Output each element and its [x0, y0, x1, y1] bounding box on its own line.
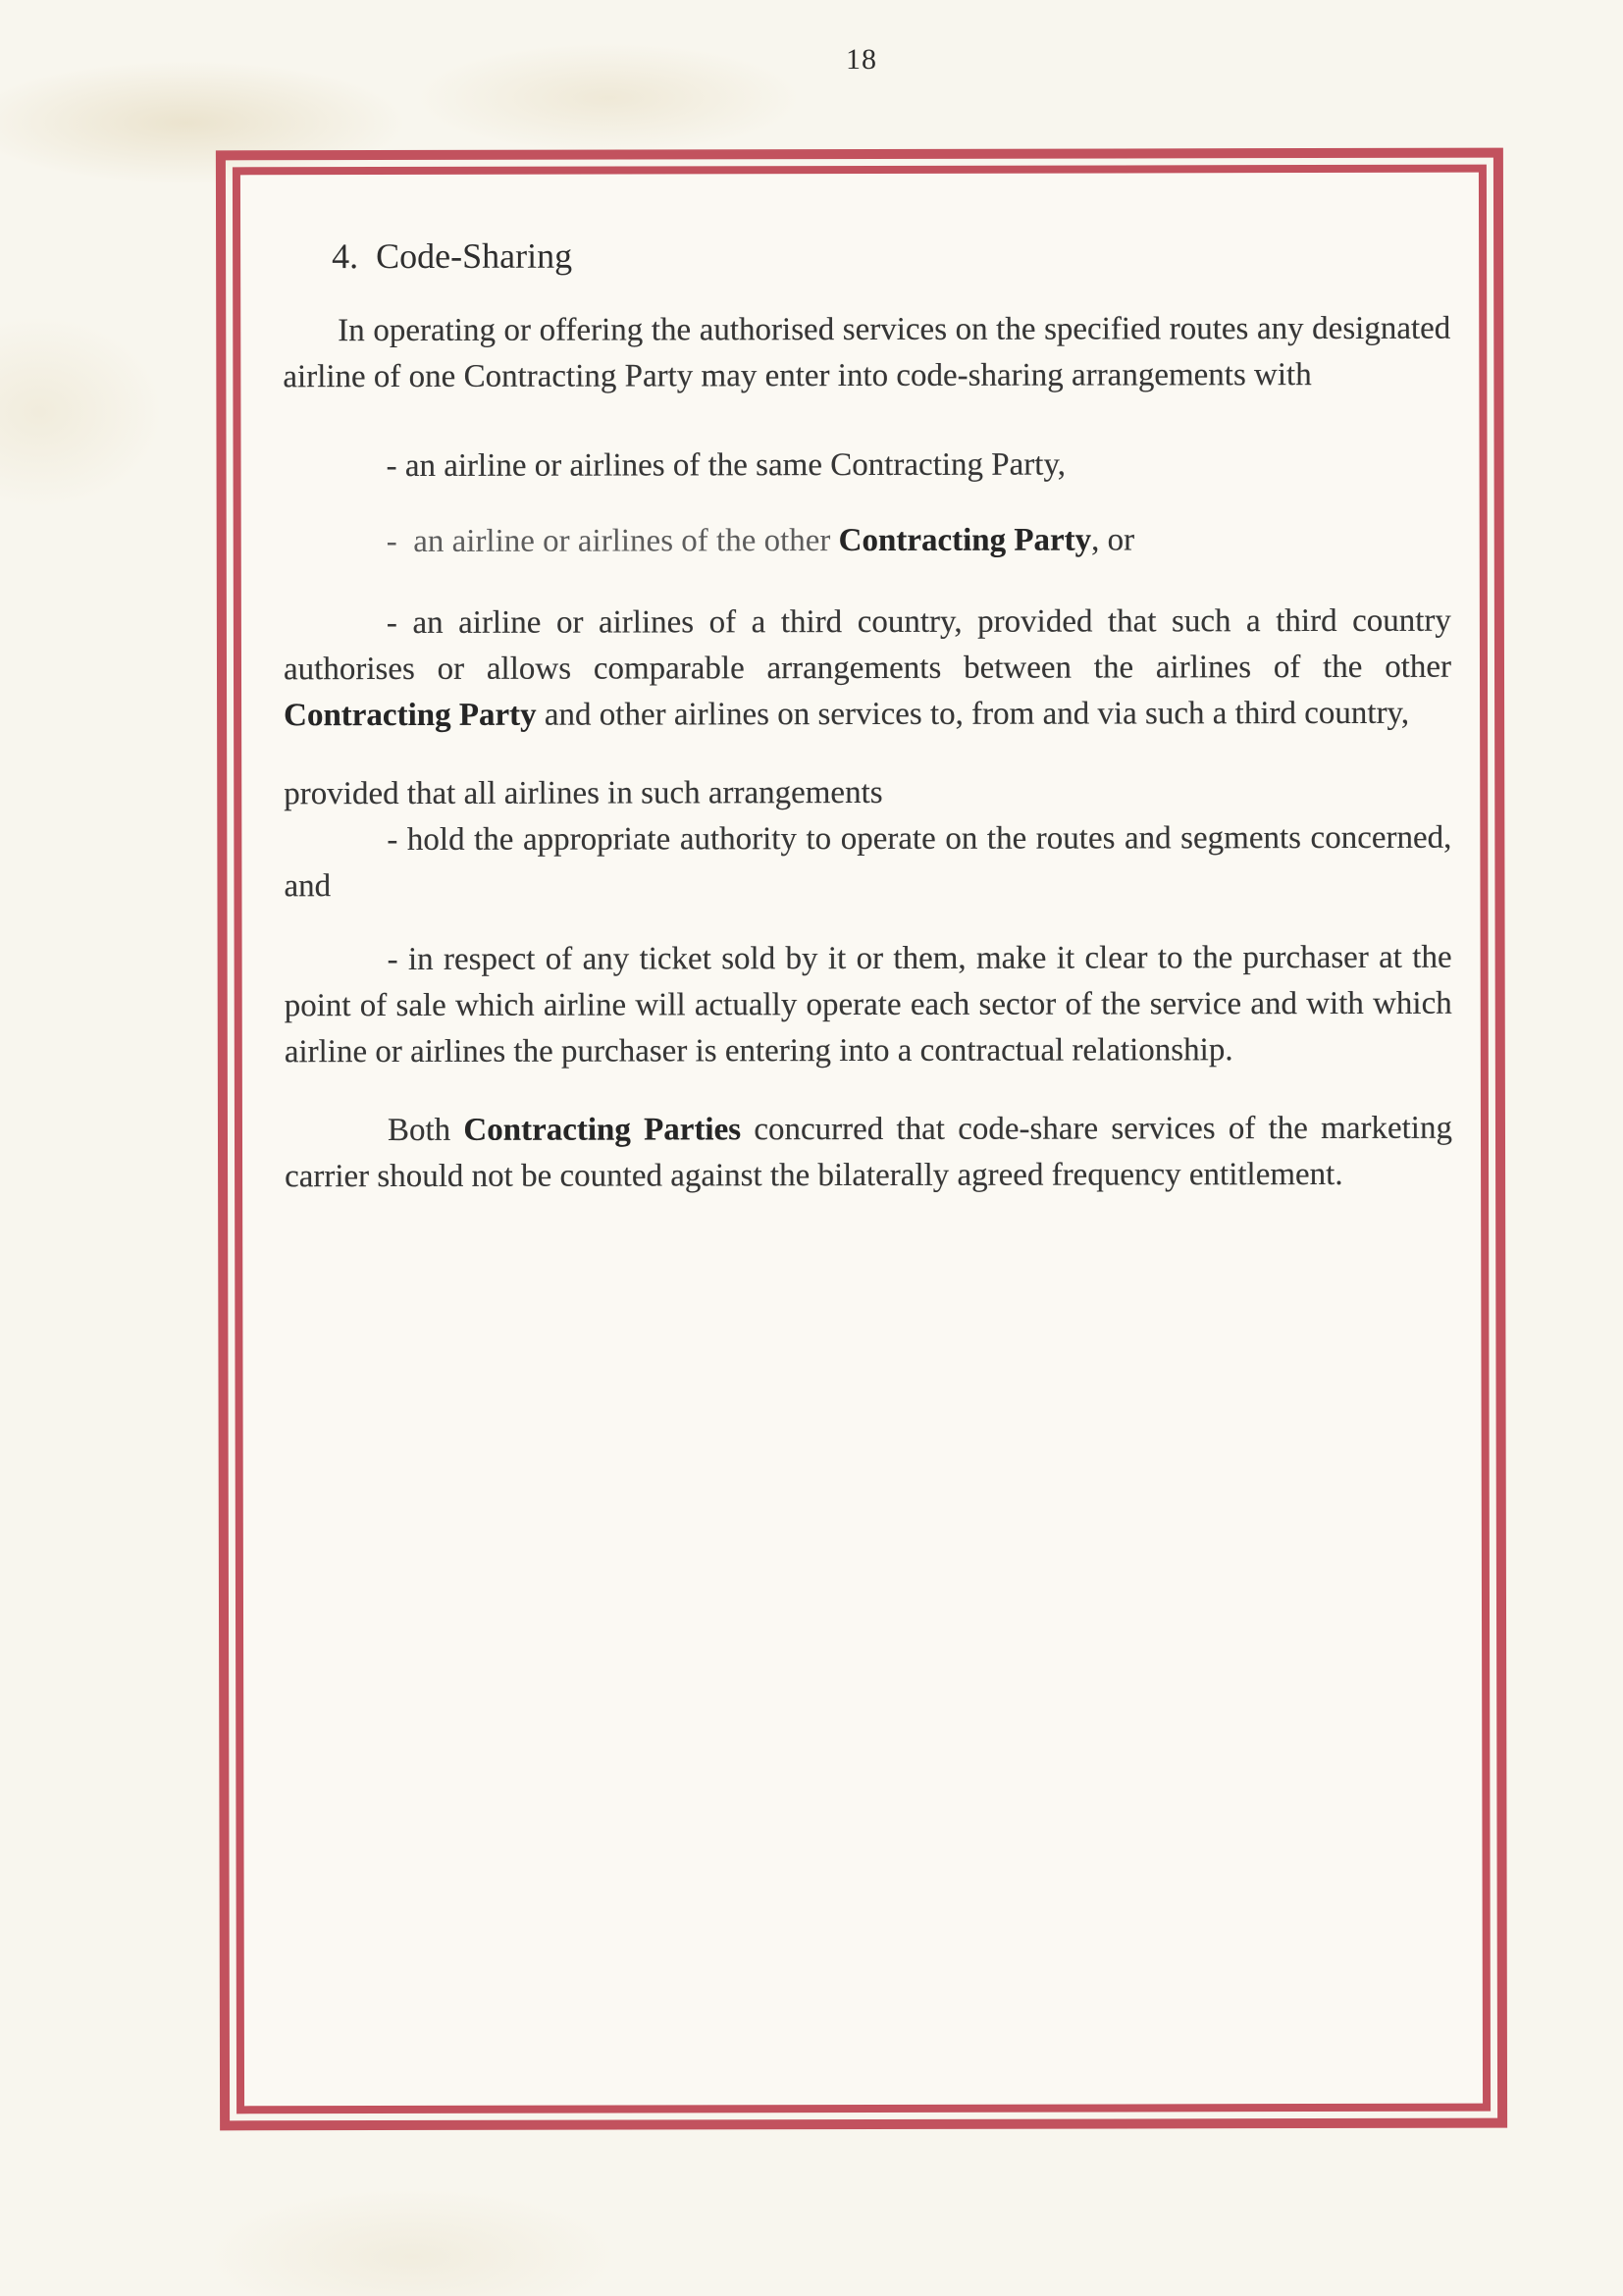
- text-run: - in respect of any ticket sold by it or them, make it clear to the purchaser at the point of sale which airline will actually operate each sector of the service and with which airline or airlines the purchaser is entering into a contractual relationship.: [284, 939, 1452, 1070]
- text-run: - an airline or airlines of the other: [386, 523, 839, 560]
- text-run: - an airline or airlines of a third country, provided that such a third country authorises or allows comparable arrangements between the airlines of the other: [283, 602, 1452, 688]
- paragraph: [284, 815, 1451, 910]
- bold-phrase: Contracting Parties: [463, 1112, 742, 1148]
- paragraph: [285, 1106, 1452, 1200]
- paragraph: [284, 442, 1451, 490]
- page-number: 18: [846, 43, 877, 76]
- text-run: In operating or offering the authorised services on the specified routes any designated airline of one Contracting Party may enter into code-sharing arrangements with: [283, 310, 1451, 395]
- text-run: , or: [1091, 522, 1135, 558]
- section-heading: 4. Code-Sharing: [332, 235, 573, 277]
- document-content: [240, 173, 1483, 2107]
- text-run: - an airline or airlines of the same Contracting Party,: [386, 446, 1067, 485]
- page-border-inner: [233, 165, 1491, 2114]
- page-border-frame: [216, 148, 1507, 2131]
- bold-phrase: Contracting Party: [284, 697, 537, 734]
- bold-phrase: Contracting Party: [838, 522, 1092, 559]
- text-run: concurred that code-share services of the marketing carrier should not be counted against the bilaterally agreed frequency entitlement.: [285, 1110, 1452, 1195]
- paragraph: [284, 769, 1451, 817]
- paragraph: [285, 935, 1452, 1075]
- text-run: - hold the appropriate authority to operate on the routes and segments concerned, and: [284, 819, 1452, 905]
- paragraph: [284, 517, 1451, 565]
- text-run: Both: [387, 1112, 464, 1149]
- text-run: provided that all airlines in such arrangements: [284, 774, 883, 812]
- text-run: and other airlines on services to, from and via such a third country,: [536, 695, 1410, 733]
- paragraph: [284, 599, 1451, 739]
- paragraph: [283, 306, 1450, 400]
- paragraph-list: [283, 306, 1452, 1200]
